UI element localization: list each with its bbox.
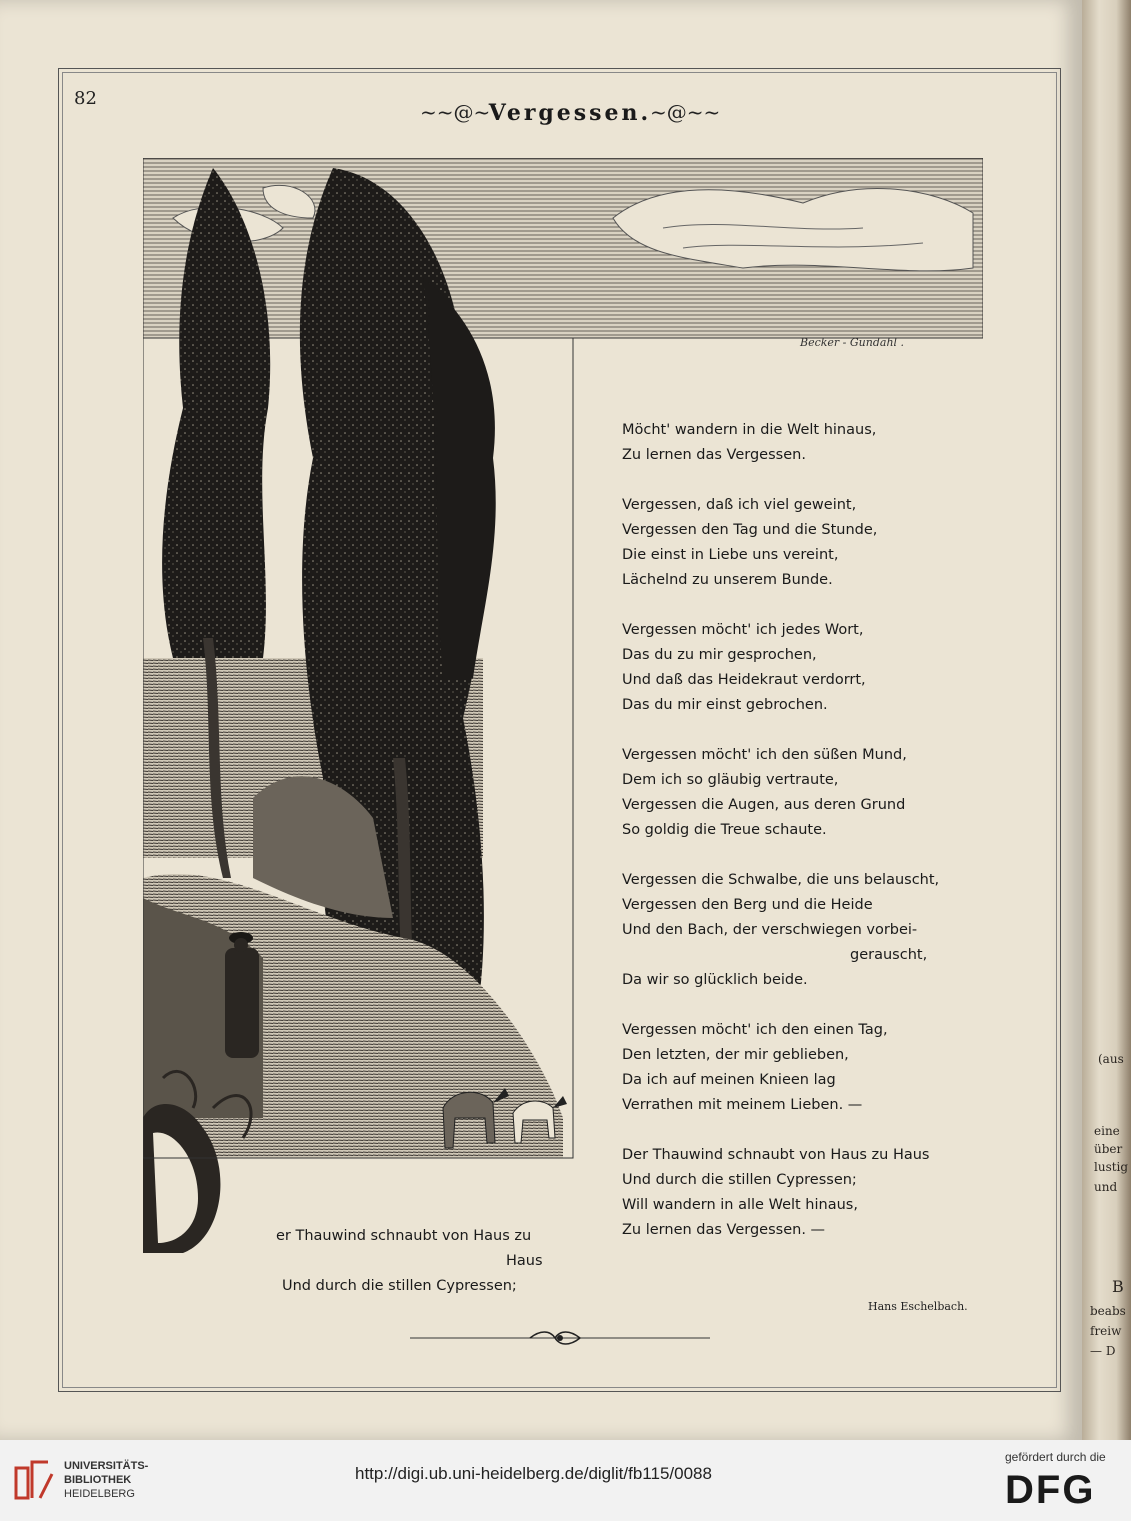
library-name bbox=[64, 1459, 148, 1501]
library-name-line: BIBLIOTHEK bbox=[64, 1474, 132, 1486]
title-ornament-right: ~@~~ bbox=[650, 100, 721, 124]
author-name: Hans Eschelbach. bbox=[868, 1300, 968, 1313]
poem-line: Lächelnd zu unserem Bunde. bbox=[622, 572, 833, 588]
poem-line: Vergessen die Schwalbe, die uns belauscht, bbox=[622, 872, 940, 888]
poem-line: So goldig die Treue schaute. bbox=[622, 822, 827, 838]
edge-fragment: B bbox=[1112, 1277, 1124, 1296]
left-verse-line: Haus bbox=[506, 1253, 543, 1269]
poem-line: Vergessen den Tag und die Stunde, bbox=[622, 522, 878, 538]
left-verse-line: Und durch die stillen Cypressen; bbox=[282, 1278, 517, 1294]
poem-line: Der Thauwind schnaubt von Haus zu Haus bbox=[622, 1147, 930, 1163]
library-logo-icon bbox=[12, 1458, 56, 1502]
poem-line: Möcht' wandern in die Welt hinaus, bbox=[622, 422, 877, 438]
poem-line: Das du mir einst gebrochen. bbox=[622, 697, 828, 713]
edge-fragment: — D bbox=[1090, 1344, 1116, 1358]
edge-fragment: freiw bbox=[1090, 1324, 1122, 1338]
stanza bbox=[622, 1018, 1002, 1118]
stanza bbox=[622, 868, 1002, 993]
artist-signature: Becker - Gundahl . bbox=[800, 336, 905, 349]
poem-line: Dem ich so gläubig vertraute, bbox=[622, 772, 839, 788]
title-ornament-left: ~~@~ bbox=[420, 100, 491, 124]
poem-text bbox=[622, 418, 1002, 1268]
poem-line: Die einst in Liebe uns vereint, bbox=[622, 547, 839, 563]
poem-line: Zu lernen das Vergessen. — bbox=[622, 1222, 826, 1238]
page-title: Vergessen. bbox=[488, 100, 652, 126]
stanza bbox=[622, 743, 1002, 843]
adjacent-page-edge bbox=[1082, 0, 1131, 1440]
footer-bar bbox=[0, 1440, 1131, 1521]
permalink-url[interactable]: http://digi.ub.uni-heidelberg.de/diglit/fb115/0088 bbox=[355, 1464, 712, 1483]
bottom-ornament bbox=[410, 1328, 710, 1348]
poem-line: Vergessen, daß ich viel geweint, bbox=[622, 497, 857, 513]
library-name-line: HEIDELBERG bbox=[64, 1488, 135, 1500]
poem-line: Und daß das Heidekraut verdorrt, bbox=[622, 672, 866, 688]
poem-line: Verrathen mit meinem Lieben. — bbox=[622, 1097, 863, 1113]
poem-line: Da wir so glücklich beide. bbox=[622, 972, 808, 988]
page-number: 82 bbox=[74, 88, 97, 109]
poem-line: Vergessen möcht' ich den süßen Mund, bbox=[622, 747, 907, 763]
stanza bbox=[622, 493, 1002, 593]
poem-line: Den letzten, der mir geblieben, bbox=[622, 1047, 849, 1063]
edge-fragment: beabs bbox=[1090, 1304, 1126, 1318]
stanza bbox=[622, 618, 1002, 718]
edge-fragment: lustig bbox=[1094, 1160, 1129, 1174]
poem-line: Und durch die stillen Cypressen; bbox=[622, 1172, 857, 1188]
stanza bbox=[622, 418, 1002, 468]
funded-by-label: gefördert durch die bbox=[1005, 1450, 1106, 1464]
poem-line: Das du zu mir gesprochen, bbox=[622, 647, 817, 663]
left-verse-line: er Thauwind schnaubt von Haus zu bbox=[276, 1228, 532, 1244]
dfg-logo: DFG bbox=[1005, 1468, 1096, 1512]
poem-line: Da ich auf meinen Knieen lag bbox=[622, 1072, 836, 1088]
library-name-line: UNIVERSITÄTS- bbox=[64, 1460, 149, 1472]
poem-line: Will wandern in alle Welt hinaus, bbox=[622, 1197, 858, 1213]
poem-line: gerauscht, bbox=[850, 947, 928, 963]
poem-line: Vergessen die Augen, aus deren Grund bbox=[622, 797, 906, 813]
poem-line: Vergessen möcht' ich den einen Tag, bbox=[622, 1022, 888, 1038]
left-verse bbox=[276, 1224, 576, 1299]
stanza bbox=[622, 1143, 1002, 1243]
poem-line: Zu lernen das Vergessen. bbox=[622, 447, 806, 463]
poem-line: Und den Bach, der verschwiegen vorbei- bbox=[622, 922, 918, 938]
edge-fragment: und bbox=[1094, 1180, 1118, 1194]
edge-fragment: (aus bbox=[1098, 1052, 1124, 1066]
poem-line: Vergessen den Berg und die Heide bbox=[622, 897, 873, 913]
poem-line: Vergessen möcht' ich jedes Wort, bbox=[622, 622, 864, 638]
edge-fragment: über bbox=[1094, 1142, 1123, 1156]
edge-fragment: eine bbox=[1094, 1124, 1120, 1138]
